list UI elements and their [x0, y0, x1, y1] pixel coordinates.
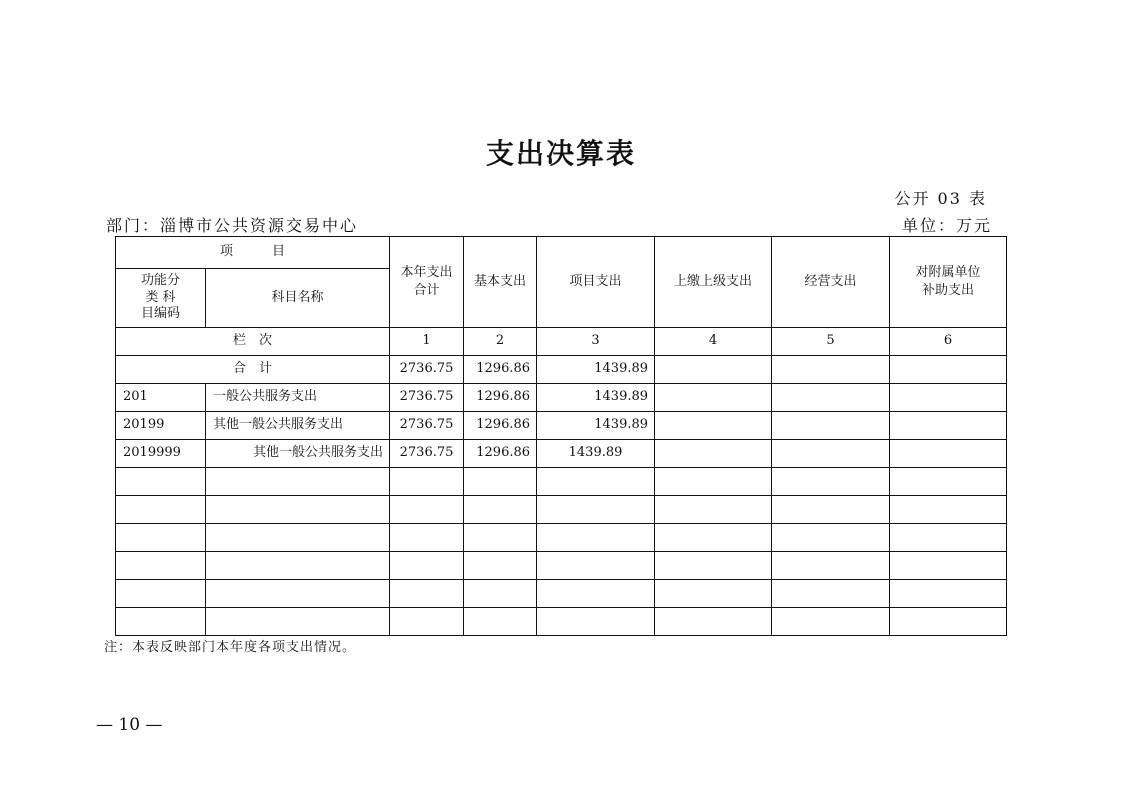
subject-code: 20199: [116, 412, 206, 440]
value-cell: [890, 412, 1007, 440]
total-cell: 1296.86: [464, 356, 537, 384]
empty-cell: [655, 496, 772, 524]
project-header: 项 目: [116, 237, 390, 269]
value-cell: 1296.86: [464, 384, 537, 412]
col-number: 2: [464, 328, 537, 356]
page-title: 支出决算表: [485, 137, 636, 170]
value-cell: [655, 384, 772, 412]
table-row: [116, 412, 1007, 440]
empty-cell: [116, 608, 206, 636]
value-cell: 1439.89: [537, 412, 655, 440]
empty-cell: [537, 524, 655, 552]
col-header-project: 项目支出: [537, 237, 655, 328]
value-cell: [890, 440, 1007, 468]
empty-cell: [206, 552, 390, 580]
empty-cell: [890, 552, 1007, 580]
value-cell: 1439.89: [537, 440, 655, 468]
empty-cell: [390, 552, 464, 580]
empty-cell: [206, 496, 390, 524]
value-cell: [655, 440, 772, 468]
col-number: 1: [390, 328, 464, 356]
value-cell: [772, 384, 890, 412]
col-header-total: 本年支出 合计: [390, 237, 464, 328]
empty-cell: [464, 552, 537, 580]
footnote: 注：本表反映部门本年度各项支出情况。: [104, 640, 357, 655]
total-cell: 1439.89: [537, 356, 655, 384]
empty-cell: [116, 552, 206, 580]
empty-cell: [464, 608, 537, 636]
value-cell: 2736.75: [390, 384, 464, 412]
value-cell: 2736.75: [390, 440, 464, 468]
empty-cell: [390, 608, 464, 636]
subject-code: 2019999: [116, 440, 206, 468]
col-number: 5: [772, 328, 890, 356]
table-row: [116, 440, 1007, 468]
col-number: 4: [655, 328, 772, 356]
total-cell: [890, 356, 1007, 384]
subject-name: 一般公共服务支出: [206, 384, 390, 412]
empty-cell: [206, 524, 390, 552]
subject-name: 其他一般公共服务支出: [206, 440, 390, 468]
empty-cell: [537, 552, 655, 580]
empty-cell: [390, 580, 464, 608]
col-header-remit: 上缴上级支出: [655, 237, 772, 328]
empty-cell: [890, 468, 1007, 496]
col-row-label: 栏 次: [116, 328, 390, 356]
value-cell: 1439.89: [537, 384, 655, 412]
empty-cell: [537, 580, 655, 608]
func-code-header: 功能分 类 科 目编码: [116, 269, 206, 328]
value-cell: [772, 440, 890, 468]
expenditure-table: [115, 236, 1007, 636]
empty-cell: [772, 580, 890, 608]
empty-row: [116, 552, 1007, 580]
empty-cell: [206, 468, 390, 496]
total-row: [116, 356, 1007, 384]
empty-row: [116, 468, 1007, 496]
empty-cell: [390, 468, 464, 496]
col-header-basic: 基本支出: [464, 237, 537, 328]
empty-cell: [655, 608, 772, 636]
subject-code: 201: [116, 384, 206, 412]
empty-cell: [390, 524, 464, 552]
empty-cell: [890, 496, 1007, 524]
total-cell: 2736.75: [390, 356, 464, 384]
empty-cell: [537, 468, 655, 496]
empty-cell: [537, 608, 655, 636]
col-header-operating: 经营支出: [772, 237, 890, 328]
col-number: 6: [890, 328, 1007, 356]
empty-row: [116, 608, 1007, 636]
col-number: 3: [537, 328, 655, 356]
value-cell: [772, 412, 890, 440]
col-header-subsidy: 对附属单位 补助支出: [890, 237, 1007, 328]
empty-cell: [772, 496, 890, 524]
empty-cell: [206, 580, 390, 608]
empty-cell: [464, 468, 537, 496]
empty-cell: [206, 608, 390, 636]
empty-cell: [890, 580, 1007, 608]
empty-cell: [464, 524, 537, 552]
subject-name-header: 科目名称: [206, 269, 390, 328]
value-cell: 1296.86: [464, 412, 537, 440]
total-cell: [655, 356, 772, 384]
empty-cell: [655, 468, 772, 496]
empty-row: [116, 524, 1007, 552]
empty-cell: [772, 468, 890, 496]
empty-cell: [464, 580, 537, 608]
empty-row: [116, 496, 1007, 524]
empty-cell: [655, 580, 772, 608]
empty-cell: [655, 552, 772, 580]
table-row: [116, 384, 1007, 412]
value-cell: [655, 412, 772, 440]
unit-label: 单位：万元: [901, 216, 992, 235]
total-cell: [772, 356, 890, 384]
empty-cell: [890, 608, 1007, 636]
empty-cell: [116, 524, 206, 552]
empty-cell: [116, 468, 206, 496]
empty-cell: [464, 496, 537, 524]
empty-cell: [537, 496, 655, 524]
empty-cell: [772, 524, 890, 552]
empty-cell: [890, 524, 1007, 552]
form-number: 公开 03 表: [894, 189, 987, 208]
empty-cell: [390, 496, 464, 524]
empty-cell: [772, 608, 890, 636]
value-cell: 1296.86: [464, 440, 537, 468]
page-number: — 10 —: [96, 715, 163, 735]
empty-cell: [116, 580, 206, 608]
department-label: 部门：淄博市公共资源交易中心: [106, 216, 359, 235]
total-label: 合 计: [116, 356, 390, 384]
empty-row: [116, 580, 1007, 608]
subject-name: 其他一般公共服务支出: [206, 412, 390, 440]
value-cell: [890, 384, 1007, 412]
value-cell: 2736.75: [390, 412, 464, 440]
empty-cell: [655, 524, 772, 552]
empty-cell: [116, 496, 206, 524]
empty-cell: [772, 552, 890, 580]
